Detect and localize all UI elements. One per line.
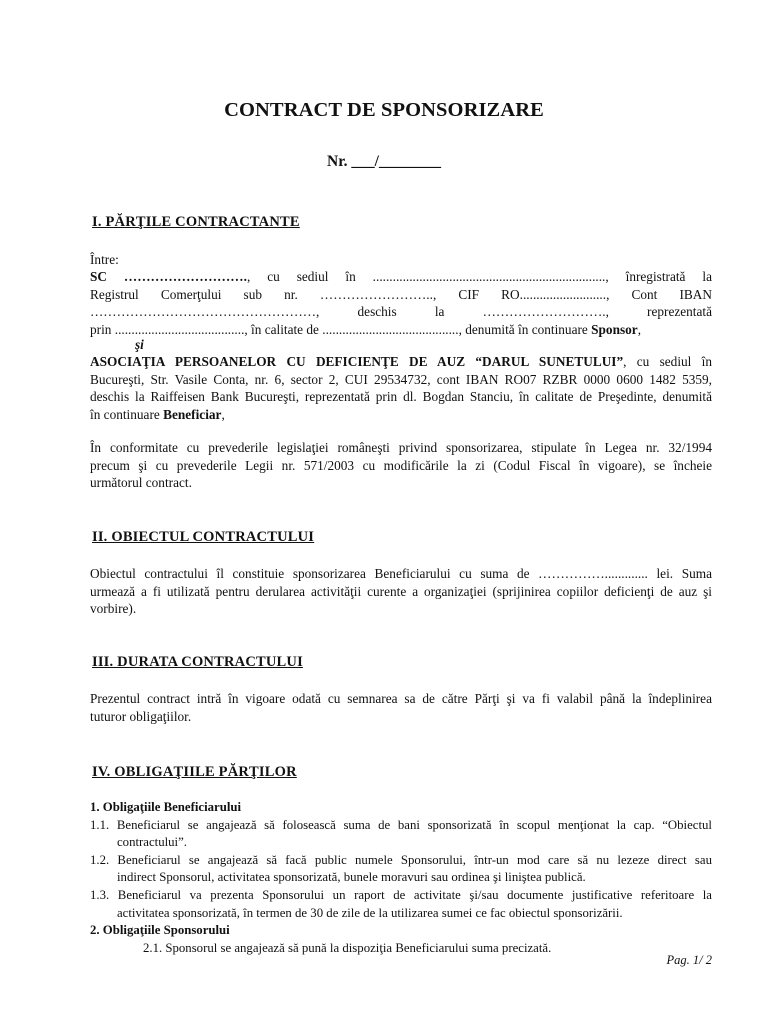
clause-2-1: 2.1. Sponsorul se angajează să pună la dispoziţia Beneficiarului suma precizată. (143, 940, 552, 955)
sponsor-line: SC ………………………., cu sediul în ......................................................................, înregistrată la (90, 269, 712, 284)
section-heading-duration: III. DURATA CONTRACTULUI (92, 654, 303, 670)
sponsor-clause (90, 268, 712, 338)
subheading-beneficiary-obligations: 1. Obligaţiile Beneficiarului (90, 800, 242, 814)
paragraph-line: vorbire). (90, 601, 137, 617)
sponsor-line: ……………………………………………, deschis la ………………………., reprezentată (90, 304, 712, 320)
paragraph-line: Obiectul contractului îl constituie sponsorizarea Beneficiarului cu suma de ……………............. lei. Suma (90, 566, 712, 581)
page-number: Pag. 1/ 2 (666, 953, 712, 967)
clause-1-3: 1.3. Beneficiarul va prezenta Sponsorului un raport de activitate şi/sau documente justificative referitoare la (90, 887, 712, 902)
sponsor-line: prin ......................................., în calitate de ........................................., denumită în continuare Sponsor, (90, 321, 642, 337)
sponsor-line: Registrul Comerţului sub nr. …………………….., CIF RO.........................., Cont IBAN (90, 286, 712, 302)
clause-1-1-cont: contractului”. (117, 835, 187, 850)
section-heading-parties: I. PĂRŢILE CONTRACTANTE (92, 214, 300, 230)
duration-paragraph (90, 690, 712, 725)
subheading-sponsor-obligations: 2. Obligaţiile Sponsorului (90, 923, 230, 938)
paragraph-line: În conformitate cu prevederile legislaţiei româneşti privind sponsorizarea, stipulate în Legea nr. 32/1994 (90, 440, 712, 455)
paragraph-line: tuturor obligaţiilor. (90, 708, 192, 724)
beneficiary-clause (90, 353, 712, 423)
clause-1-1: 1.1. Beneficiarul se angajează să folosească suma de bani sponsorizată în scopul menţionat la cap. “Obiectul (90, 817, 712, 832)
contract-number: Nr. ___/________ (327, 153, 441, 170)
section-heading-obligations: IV. OBLIGAŢIILE PĂRŢILOR (92, 764, 297, 780)
object-paragraph (90, 565, 712, 618)
paragraph-line: următorul contract. (90, 475, 192, 491)
beneficiary-line: în continuare Beneficiar, (90, 406, 225, 422)
paragraph-line: urmează a fi utilizată pentru derularea activităţii curente a organizaţiei (sprijinirea copiilor deficienţi de auz şi (90, 583, 712, 599)
parties-intro: Între: (90, 252, 119, 267)
paragraph-line: precum şi cu prevederile Legii nr. 571/2003 cu modificările la zi (Codul Fiscal în vigoare), se încheie (90, 457, 712, 473)
conjunction-and: şi (135, 337, 144, 352)
clause-1-2: 1.2. Beneficiarul se angajează să facă public numele Sponsorului, într-un mod care să nu lezeze direct sau (90, 852, 712, 867)
document-title: CONTRACT DE SPONSORIZARE (224, 99, 544, 121)
clause-1-2-cont: indirect Sponsorul, activitatea sponsorizată, bunele moravuri sau ordinea şi liniştea publică. (117, 870, 586, 885)
obligations-list (90, 799, 712, 957)
legal-basis-paragraph (90, 439, 712, 492)
paragraph-line: Prezentul contract intră în vigoare odată cu semnarea sa de către Părţi şi va fi valabil până la îndeplinirea (90, 691, 712, 706)
beneficiary-line: deschis la Raiffeisen Bank Bucureşti, reprezentată prin dl. Bogdan Stanciu, în calitate de Preşedinte, denumită (90, 389, 712, 405)
clause-1-3-cont: activitatea sponsorizată, în termen de 30 de zile de la utilizarea sumei ce fac obiectul sponsorizării. (117, 905, 623, 920)
beneficiary-line: Bucureşti, Str. Vasile Conta, nr. 6, sector 2, CUI 29534732, cont IBAN RO07 RZBR 0000 0600 1482 5359, (90, 371, 712, 387)
beneficiary-line: ASOCIAŢIA PERSOANELOR CU DEFICIENŢE DE AUZ “DARUL SUNETULUI”, cu sediul în (90, 354, 713, 369)
section-heading-object: II. OBIECTUL CONTRACTULUI (92, 529, 315, 545)
